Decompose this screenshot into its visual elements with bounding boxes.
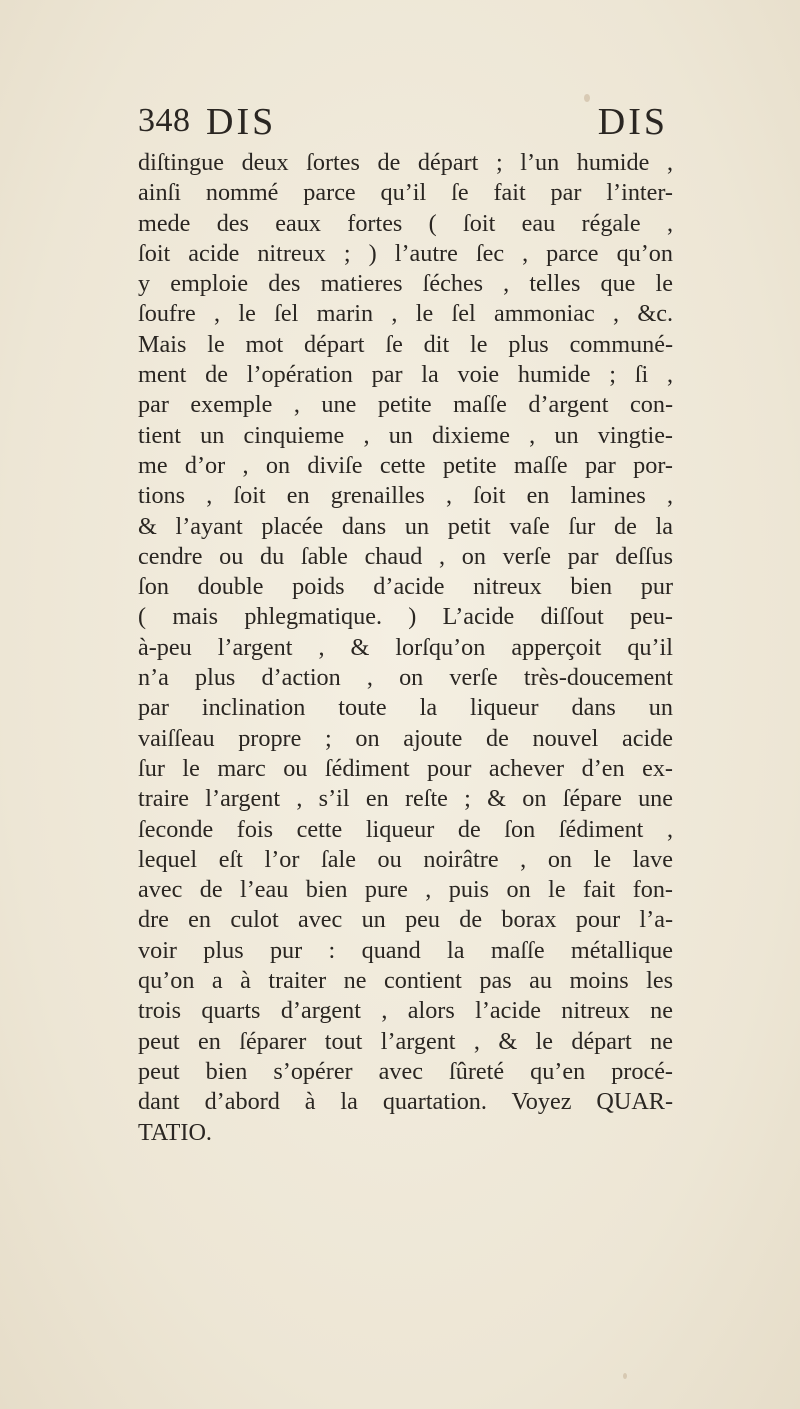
text-line: dant d’abord à la quartation. Voyez QUAR- <box>138 1088 673 1116</box>
text-line: ſeconde fois cette liqueur de ſon ſédiment , <box>138 815 673 843</box>
text-line: ſur le marc ou ſédiment pour achever d’en ex- <box>138 754 673 782</box>
text-line: ſon double poids d’acide nitreux bien pur <box>138 573 673 601</box>
text-line: n’a plus d’action , on verſe très-doucement <box>138 664 673 692</box>
text-line: voir plus pur : quand la maſſe métallique <box>138 936 673 964</box>
text-line: traire l’argent , s’il en reſte ; & on ſépare une <box>138 785 673 813</box>
paper-stain <box>584 94 590 102</box>
text-line: y emploie des matieres ſéches , telles que le <box>138 270 673 298</box>
running-head-right: DIS <box>597 101 668 143</box>
body-text <box>138 148 673 1148</box>
text-line: ſoufre , le ſel marin , le ſel ammoniac , &c. <box>138 300 673 328</box>
text-line: ment de l’opération par la voie humide ; ſi , <box>138 361 673 389</box>
text-line: tions , ſoit en grenailles , ſoit en lamines , <box>138 482 673 510</box>
page-header <box>138 100 668 150</box>
paper-stain <box>623 1373 627 1379</box>
text-line: ſoit acide nitreux ; ) l’autre ſec , parce qu’on <box>138 239 673 267</box>
text-line: lequel eſt l’or ſale ou noirâtre , on le lave <box>138 845 673 873</box>
text-line: me d’or , on diviſe cette petite maſſe par por- <box>138 451 673 479</box>
text-line: TATIO. <box>138 1118 212 1146</box>
text-line: avec de l’eau bien pure , puis on le fait fon- <box>138 876 673 904</box>
text-line: diſtingue deux ſortes de départ ; l’un humide , <box>138 149 673 176</box>
text-line: Mais le mot départ ſe dit le plus communé- <box>138 330 673 358</box>
page-number: 348 <box>138 102 191 139</box>
text-line: tient un cinquieme , un dixieme , un vingtie- <box>138 421 673 449</box>
text-line: peut bien s’opérer avec ſûreté qu’en procé- <box>138 1057 673 1085</box>
text-line: mede des eaux fortes ( ſoit eau régale , <box>138 209 673 237</box>
text-line: cendre ou du ſable chaud , on verſe par deſſus <box>138 542 673 570</box>
text-line: par inclination toute la liqueur dans un <box>138 694 673 722</box>
text-line: à-peu l’argent , & lorſqu’on apperçoit qu’il <box>138 633 673 661</box>
text-line: dre en culot avec un peu de borax pour l’a- <box>138 906 673 934</box>
text-line: par exemple , une petite maſſe d’argent con- <box>138 391 673 419</box>
text-line: qu’on a à traiter ne contient pas au moins les <box>138 967 673 995</box>
running-head-left: DIS <box>206 101 277 143</box>
text-line: & l’ayant placée dans un petit vaſe ſur de la <box>138 512 673 540</box>
text-line: trois quarts d’argent , alors l’acide nitreux ne <box>138 997 673 1025</box>
text-line: vaiſſeau propre ; on ajoute de nouvel acide <box>138 724 673 752</box>
text-line: peut en ſéparer tout l’argent , & le départ ne <box>138 1027 673 1055</box>
text-line: ainſi nommé parce qu’il ſe fait par l’inter- <box>138 179 673 207</box>
text-line: ( mais phlegmatique. ) L’acide diſſout peu- <box>138 603 673 631</box>
